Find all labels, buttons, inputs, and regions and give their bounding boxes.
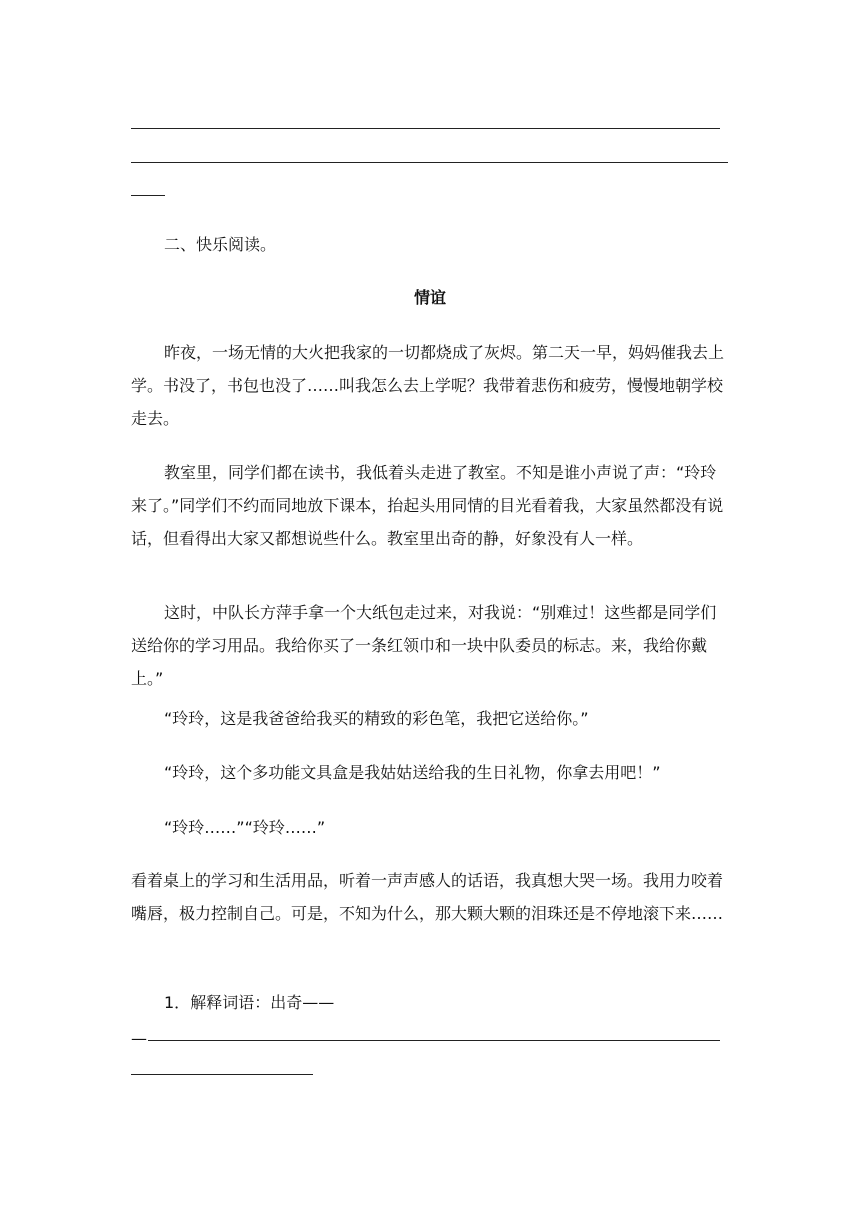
paragraph: 看着桌上的学习和生活用品，听着一声声感人的话语，我真想大哭一场。我用力咬着嘴唇，极力控制自己。可是，不知为什么，那大颗大颗的泪珠还是不停地滚下来…… (131, 871, 724, 923)
section-heading: 二、快乐阅读。 (164, 235, 277, 254)
question-1-continuation: — (131, 1029, 147, 1048)
passage-title: 情谊 (413, 288, 446, 307)
paragraph: 昨夜，一场无情的大火把我家的一切都烧成了灰烬。第二天一早，妈妈催我去上学。书没了，书包也没了……叫我怎么去上学呢？我带着悲伤和疲劳，慢慢地朝学校走去。 (131, 343, 725, 428)
answer-line (131, 162, 728, 163)
question-number: 1． (164, 993, 191, 1012)
paragraph: 教室里，同学们都在读书，我低着头走进了教室。不知是谁小声说了声：“玲玲来了。”同学们不约而同地放下课本，抬起头用同情的目光看着我，大家虽然都没有说话，但看得出大家又都想说些什么。教室里出奇的静，好象没有人一样。 (131, 463, 724, 548)
paragraph: 这时，中队长方萍手拿一个大纸包走过来，对我说：“别难过！这些都是同学们送给你的学习用品。我给你买了一条红领巾和一块中队委员的标志。来，我给你戴上。” (131, 603, 717, 688)
answer-line (131, 128, 720, 129)
answer-line (131, 195, 165, 196)
paragraph: “玲玲，这是我爸爸给我买的精致的彩色笔，我把它送给你。” (164, 709, 589, 728)
question-1 (131, 986, 731, 1019)
question-text: 解释词语：出奇—— (190, 993, 335, 1012)
paragraph: “玲玲，这个多功能文具盒是我姑姑送给我的生日礼物，你拿去用吧！” (164, 763, 661, 782)
answer-line[interactable] (148, 1040, 720, 1041)
paragraph: “玲玲……”“玲玲……” (164, 818, 326, 837)
answer-line[interactable] (131, 1074, 313, 1075)
